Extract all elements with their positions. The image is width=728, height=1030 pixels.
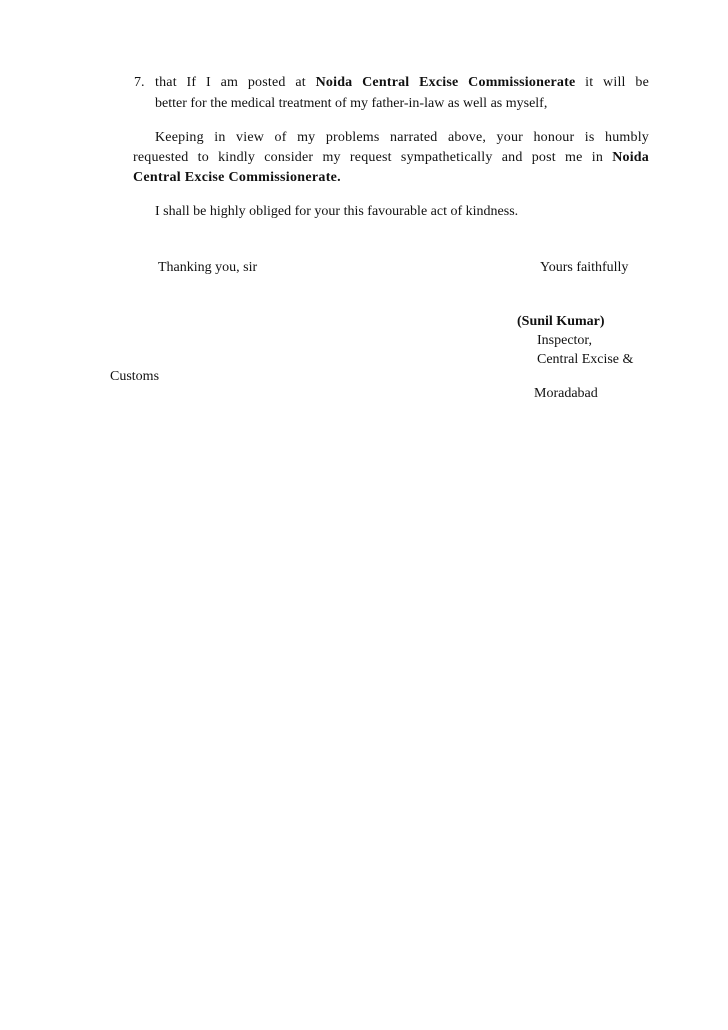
- signatory-department-line2: Customs: [110, 369, 160, 384]
- signatory-designation: Inspector,: [537, 333, 593, 348]
- request-line2-bold: Noida: [612, 150, 649, 165]
- thanking-line: Thanking you, sir: [158, 260, 258, 275]
- item7-line2: better for the medical treatment of my father-in-law as well as myself,: [155, 96, 548, 111]
- signatory-place: Moradabad: [534, 386, 598, 401]
- request-line3: Central Excise Commissionerate.: [133, 170, 341, 185]
- item7-line1-pre: that If I am posted at: [155, 75, 316, 90]
- item7-line1-bold: Noida Central Excise Commissionerate: [315, 75, 576, 90]
- item7-line1-post: it will be: [575, 75, 649, 90]
- request-line2: [133, 150, 649, 166]
- request-line2-pre: requested to kindly consider my request sympathetically and post me in: [133, 150, 613, 165]
- obliged-line: I shall be highly obliged for your this favourable act of kindness.: [155, 204, 519, 219]
- request-line1: Keeping in view of my problems narrated above, your honour is humbly: [155, 130, 649, 145]
- list-number: 7.: [134, 75, 145, 90]
- signatory-department-line1: Central Excise &: [537, 352, 634, 367]
- yours-faithfully: Yours faithfully: [540, 260, 629, 275]
- signatory-name: (Sunil Kumar): [517, 314, 605, 329]
- item7-line1: [155, 75, 649, 91]
